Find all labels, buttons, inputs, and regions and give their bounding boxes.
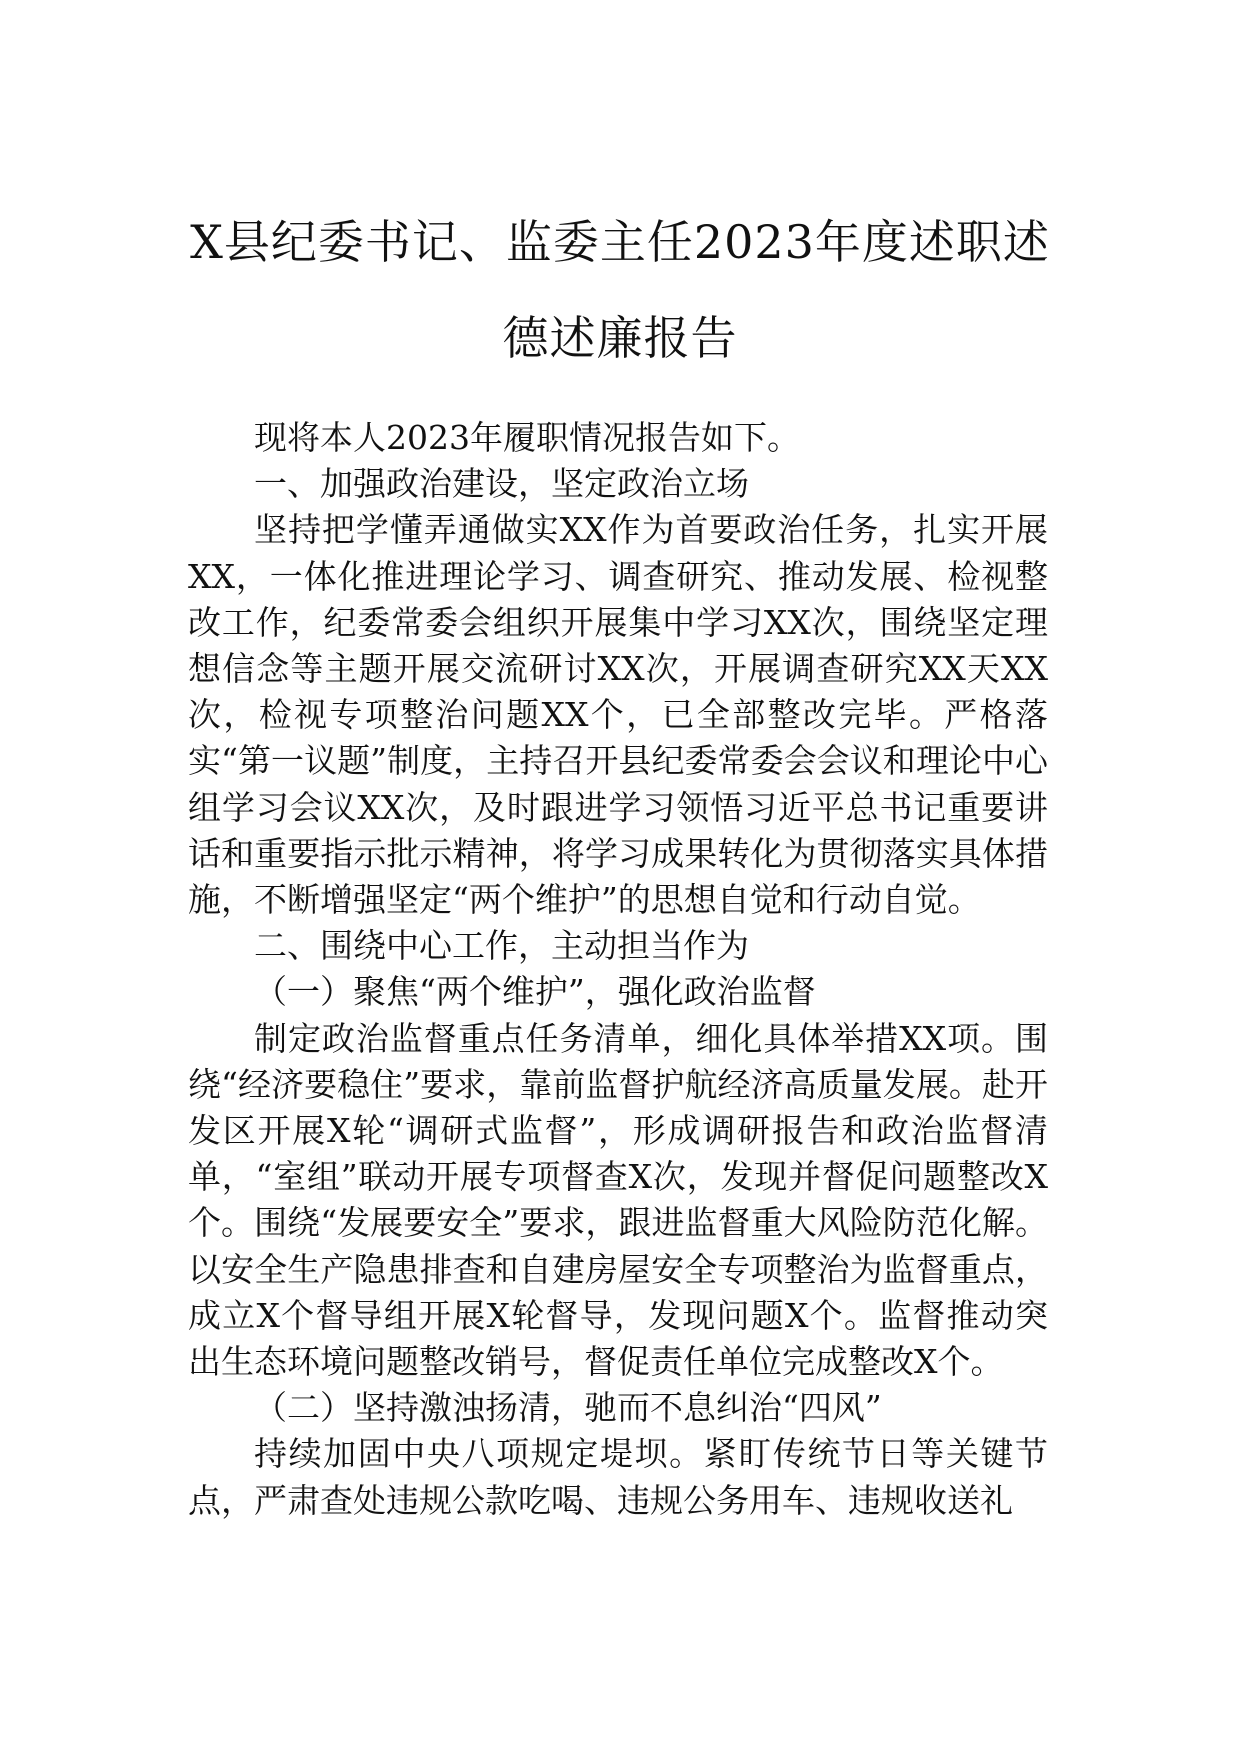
section-heading-1: 一、加强政治建设，坚定政治立场	[254, 464, 749, 504]
body-paragraph-3: 持续加固中央八项规定堤坝。紧盯传统节日等关键节点，严肃查处违规公款吃喝、违规公务用车、违规收送礼	[188, 1434, 1048, 1520]
document-title-line-1: X县纪委书记、监委主任2023年度述职述	[190, 215, 1050, 269]
document-title-line-2: 德述廉报告	[502, 311, 738, 365]
body-paragraph-2: 制定政治监督重点任务清单，细化具体举措XX项。围绕“经济要稳住”要求，靠前监督护航经济高质量发展。赴开发区开展X轮“调研式监督”，形成调研报告和政治监督清单，“室组”联动开展专项督查X次，发现并督促问题整改X个。围绕“发展要安全”要求，跟进监督重大风险防范化解。以安全生产隐患排查和自建房屋安全专项整治为监督重点，成立X个督导组开展X轮督导，发现问题X个。监督推动突出生态环境问题整改销号，督促责任单位完成整改X个。	[188, 1018, 1048, 1382]
section-heading-2: 二、围绕中心工作，主动担当作为	[254, 926, 749, 966]
subsection-heading-2: （二）坚持激浊扬清，驰而不息纠治“四风”	[254, 1388, 882, 1428]
body-paragraph-1: 坚持把学懂弄通做实XX作为首要政治任务，扎实开展XX，一体化推进理论学习、调查研究、推动发展、检视整改工作，纪委常委会组织开展集中学习XX次，围绕坚定理想信念等主题开展交流研讨XX次，开展调查研究XX天XX次，检视专项整治问题XX个，已全部整改完毕。严格落实“第一议题”制度，主持召开县纪委常委会会议和理论中心组学习会议XX次，及时跟进学习领悟习近平总书记重要讲话和重要指示批示精神，将学习成果转化为贯彻落实具体措施，不断增强坚定“两个维护”的思想自觉和行动自觉。	[188, 510, 1048, 920]
document-body	[188, 415, 1048, 1524]
subsection-heading-1: （一）聚焦“两个维护”，强化政治监督	[254, 972, 816, 1012]
intro-paragraph: 现将本人2023年履职情况报告如下。	[254, 418, 800, 457]
